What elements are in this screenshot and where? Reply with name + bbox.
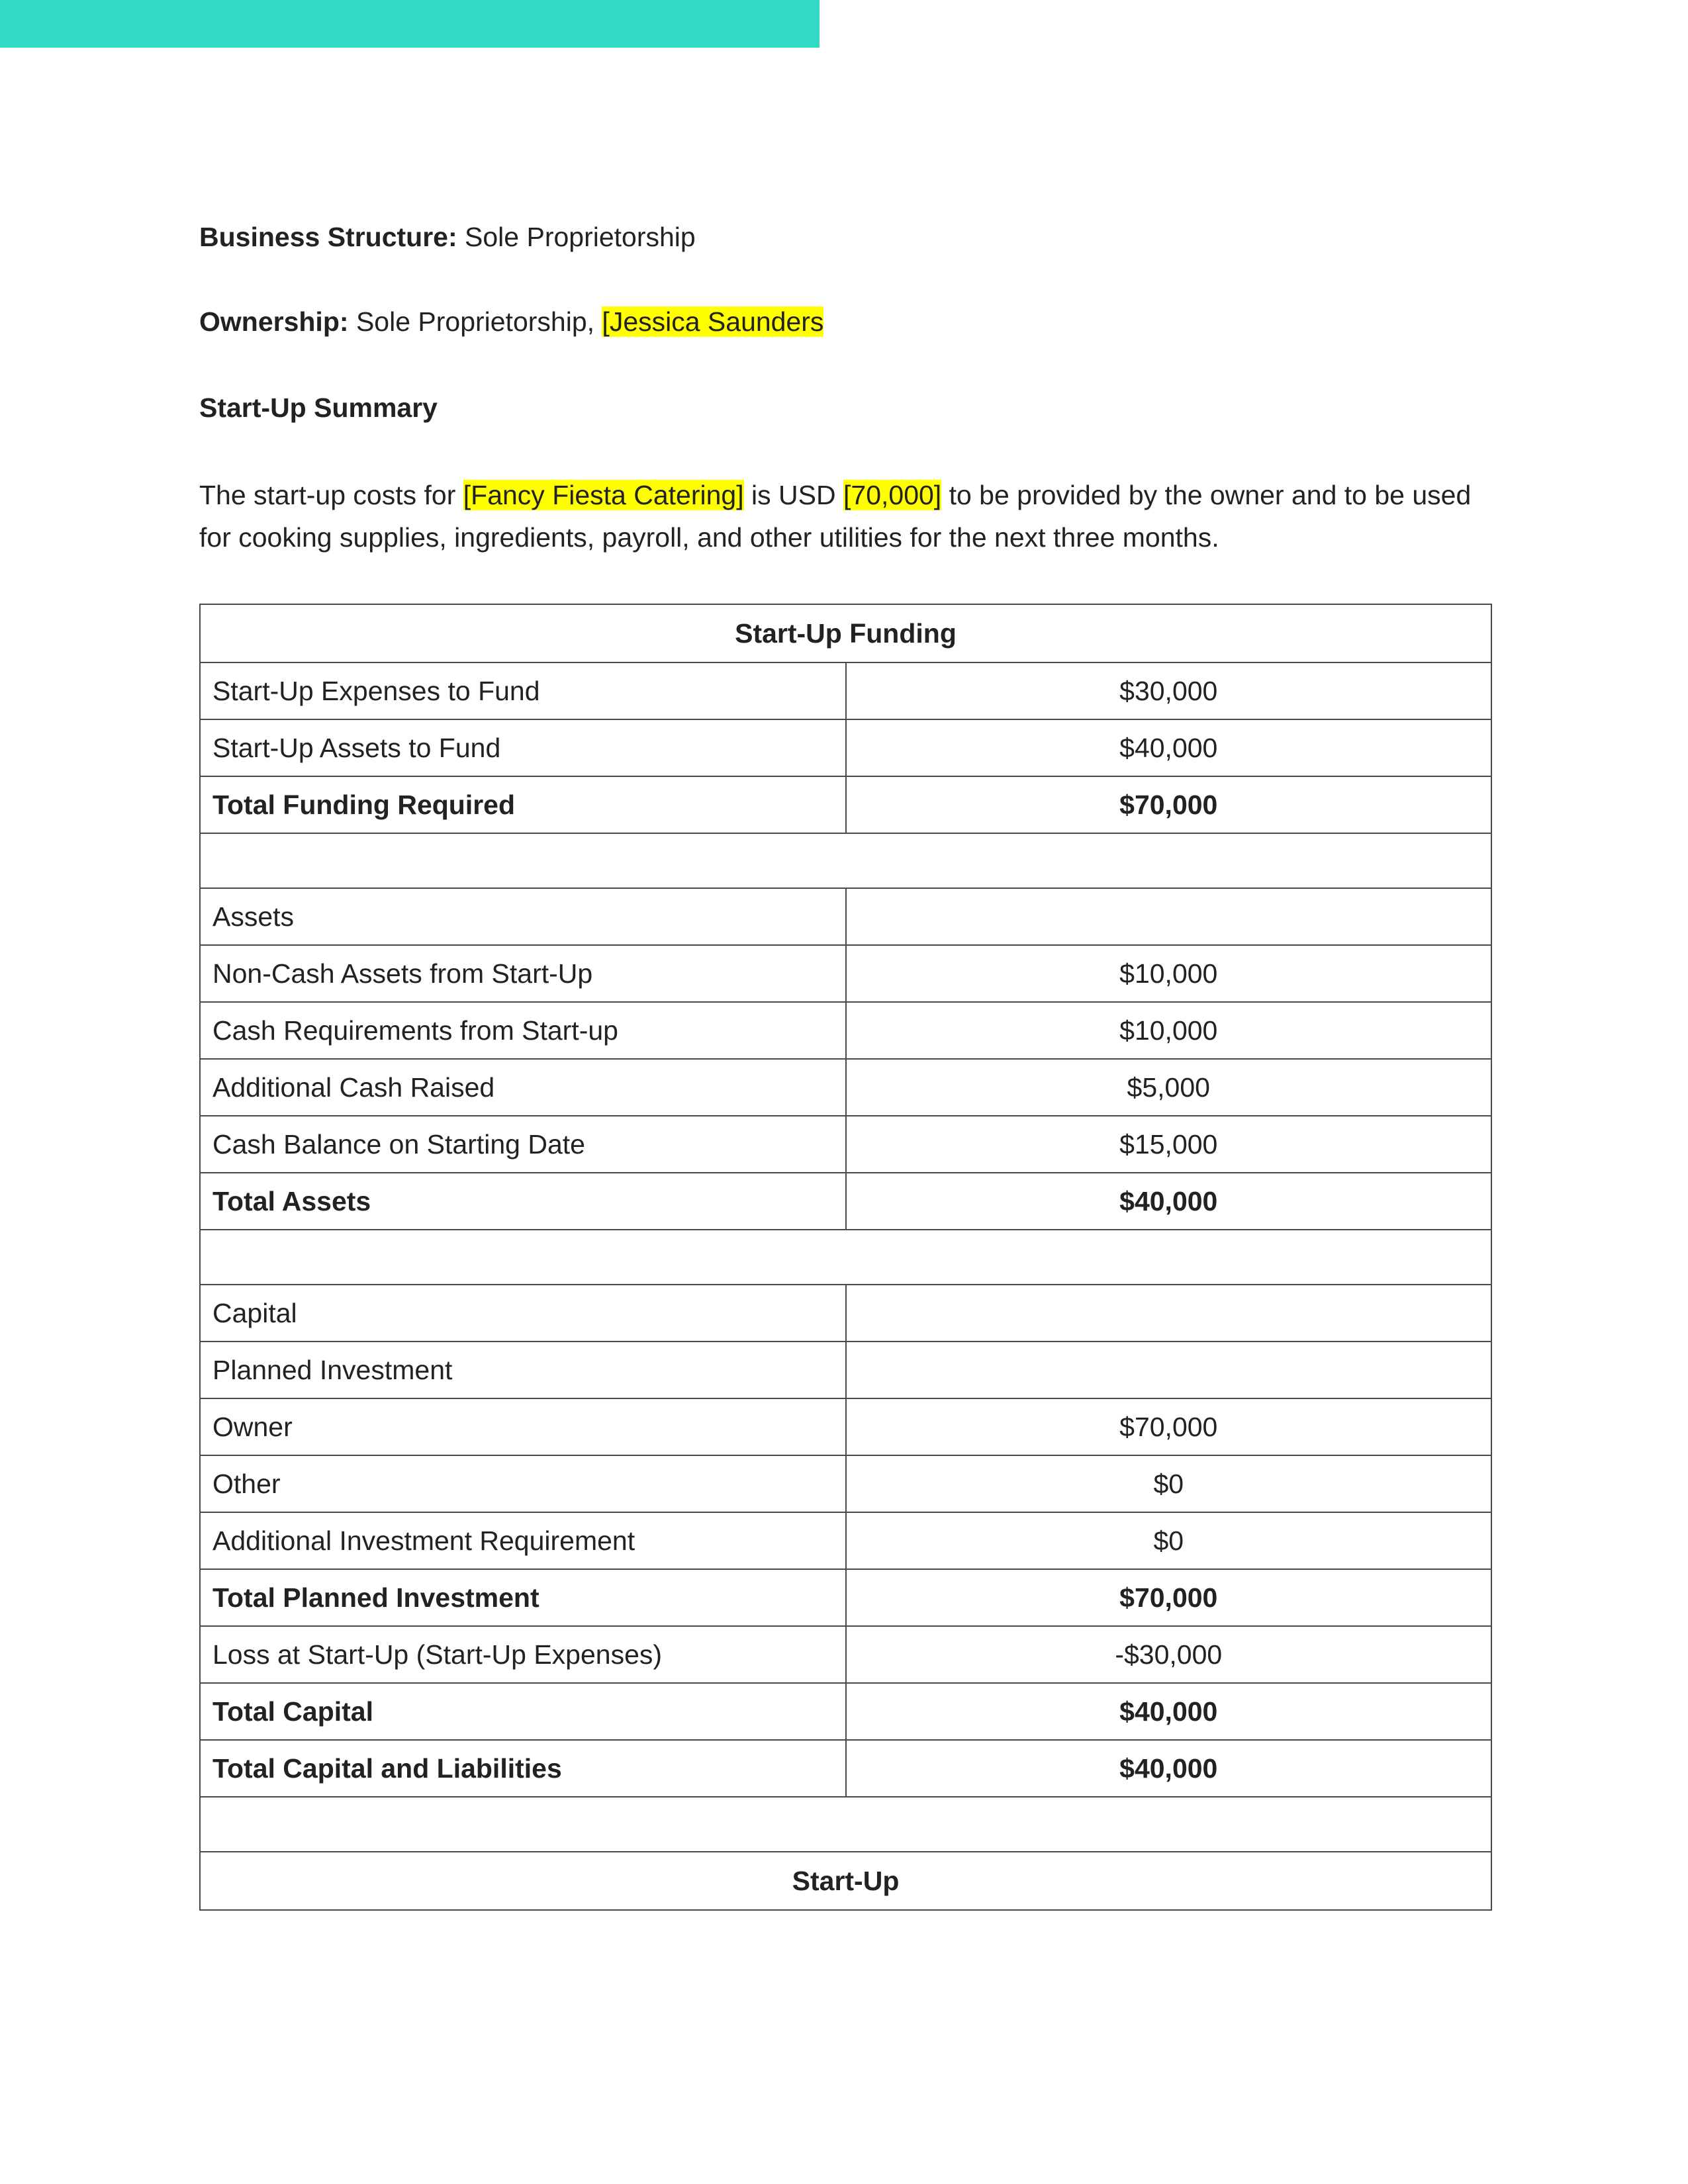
row-label: Additional Cash Raised [200, 1059, 846, 1116]
row-label: Loss at Start-Up (Start-Up Expenses) [200, 1626, 846, 1683]
table-row [200, 1342, 1491, 1398]
row-value: $40,000 [846, 719, 1492, 776]
row-value: $70,000 [846, 1569, 1492, 1626]
summary-text-2: is USD [751, 480, 836, 510]
spacer-cell [200, 833, 1491, 888]
row-label: Total Capital and Liabilities [200, 1740, 846, 1797]
row-value [846, 1285, 1492, 1342]
row-label: Capital [200, 1285, 846, 1342]
table-row [200, 662, 1491, 719]
table-row [200, 1683, 1491, 1740]
table-spacer-row [200, 833, 1491, 888]
startup-funding-table [199, 604, 1492, 1911]
row-value: $15,000 [846, 1116, 1492, 1173]
table-footer-title-row [200, 1852, 1491, 1910]
table-row [200, 1116, 1491, 1173]
row-value: $10,000 [846, 945, 1492, 1002]
business-structure-label: Business Structure: [199, 222, 457, 252]
table-footer-title: Start-Up [200, 1852, 1491, 1910]
table-row [200, 945, 1491, 1002]
table-title-row [200, 604, 1491, 662]
ownership-line [199, 303, 823, 340]
row-value: $5,000 [846, 1059, 1492, 1116]
table-spacer-row [200, 1797, 1491, 1852]
spacer-cell [200, 1797, 1491, 1852]
summary-text-1: The start-up costs for [199, 480, 456, 510]
row-label: Total Assets [200, 1173, 846, 1230]
business-structure-line [199, 218, 696, 255]
row-label: Owner [200, 1398, 846, 1455]
row-label: Additional Investment Requirement [200, 1512, 846, 1569]
row-label: Non-Cash Assets from Start-Up [200, 945, 846, 1002]
row-value: -$30,000 [846, 1626, 1492, 1683]
summary-text-3: to be provided by the owner and to be used for cooking supplies, ingredients, payroll, and other utilities for the next three months. [199, 480, 1472, 553]
row-value: $0 [846, 1455, 1492, 1512]
row-label: Cash Requirements from Start-up [200, 1002, 846, 1059]
spacer-cell [200, 1230, 1491, 1285]
company-name-highlight: [Fancy Fiesta Catering] [463, 480, 744, 510]
row-value: $0 [846, 1512, 1492, 1569]
row-value [846, 1342, 1492, 1398]
table-row [200, 1173, 1491, 1230]
row-label: Start-Up Assets to Fund [200, 719, 846, 776]
row-value [846, 888, 1492, 945]
row-label: Cash Balance on Starting Date [200, 1116, 846, 1173]
row-label: Start-Up Expenses to Fund [200, 662, 846, 719]
business-structure-value: Sole Proprietorship [465, 222, 696, 252]
table-title: Start-Up Funding [200, 604, 1491, 662]
row-label: Total Planned Investment [200, 1569, 846, 1626]
table-row [200, 1002, 1491, 1059]
owner-name-highlight: [Jessica Saunders [602, 306, 824, 337]
row-label: Total Funding Required [200, 776, 846, 833]
table-row [200, 1285, 1491, 1342]
row-value: $40,000 [846, 1740, 1492, 1797]
row-label: Other [200, 1455, 846, 1512]
row-value: $70,000 [846, 1398, 1492, 1455]
table-row [200, 888, 1491, 945]
row-value: $40,000 [846, 1683, 1492, 1740]
table-row [200, 1398, 1491, 1455]
startup-summary-paragraph [199, 474, 1492, 559]
table-row [200, 776, 1491, 833]
startup-summary-heading: Start-Up Summary [199, 392, 438, 423]
table-spacer-row [200, 1230, 1491, 1285]
row-value: $40,000 [846, 1173, 1492, 1230]
table-row [200, 719, 1491, 776]
table-row [200, 1569, 1491, 1626]
row-value: $10,000 [846, 1002, 1492, 1059]
table-row [200, 1059, 1491, 1116]
ownership-label: Ownership: [199, 306, 349, 337]
row-label: Planned Investment [200, 1342, 846, 1398]
table-row [200, 1740, 1491, 1797]
row-label: Assets [200, 888, 846, 945]
top-accent-bar [0, 0, 820, 48]
amount-highlight: [70,000] [843, 480, 942, 510]
row-value: $70,000 [846, 776, 1492, 833]
table-row [200, 1455, 1491, 1512]
table-row [200, 1512, 1491, 1569]
row-value: $30,000 [846, 662, 1492, 719]
table-row [200, 1626, 1491, 1683]
row-label: Total Capital [200, 1683, 846, 1740]
ownership-value: Sole Proprietorship, [355, 306, 595, 337]
